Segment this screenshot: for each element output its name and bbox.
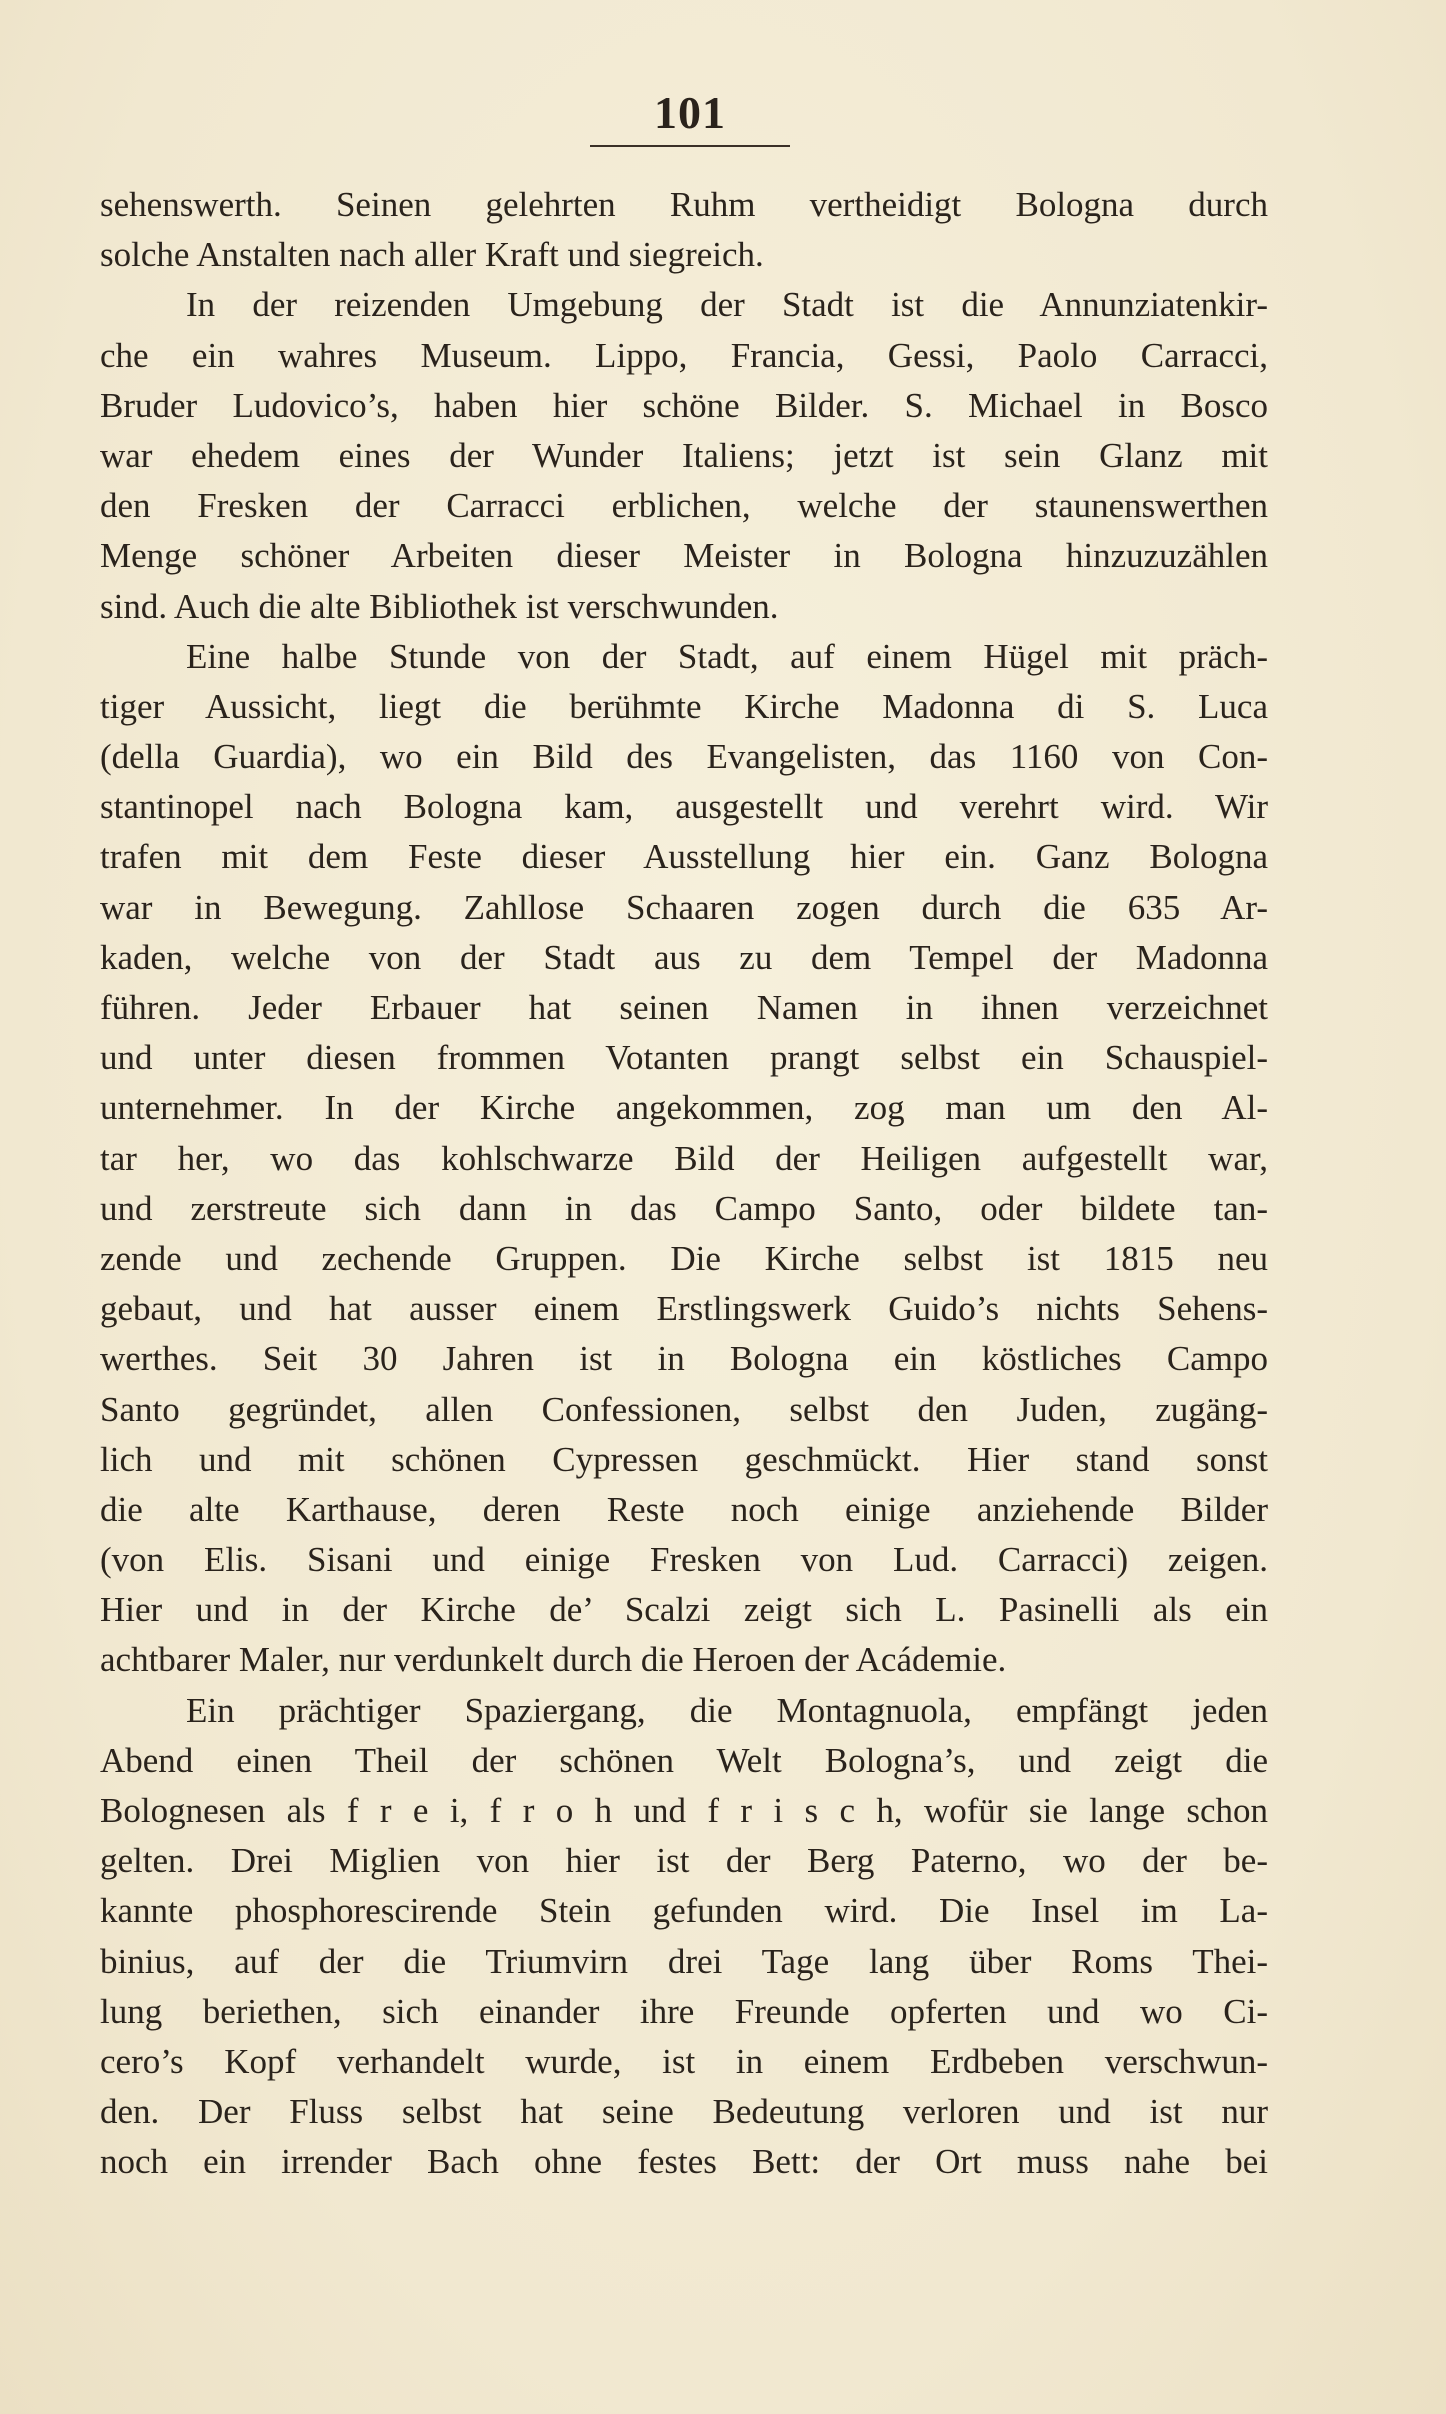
text-line: Menge schöner Arbeiten dieser Meister in Bologna hinzuzuzählen bbox=[100, 536, 1268, 576]
text-line: zende und zechende Gruppen. Die Kirche selbst ist 1815 neu bbox=[100, 1238, 1268, 1278]
text-line: noch ein irrender Bach ohne festes Bett: der Ort muss nahe bei bbox=[100, 2142, 1268, 2182]
text-line: gelten. Drei Miglien von hier ist der Berg Paterno, wo der be- bbox=[100, 1841, 1268, 1881]
text-line: Bruder Ludovico’s, haben hier schöne Bilder. S. Michael in Bosco bbox=[100, 385, 1268, 425]
text-line: den Fresken der Carracci erblichen, welche der staunenswerthen bbox=[100, 486, 1268, 526]
text-line: Eine halbe Stunde von der Stadt, auf einem Hügel mit präch- bbox=[186, 636, 1268, 676]
text-line: führen. Jeder Erbauer hat seinen Namen in ihnen verzeichnet bbox=[100, 988, 1268, 1027]
page-number: 101 bbox=[654, 87, 726, 138]
text-line: unternehmer. In der Kirche angekommen, zog man um den Al- bbox=[100, 1088, 1268, 1128]
text-line: binius, auf der die Triumvirn drei Tage lang über Roms Thei- bbox=[100, 1941, 1268, 1981]
text-line: den. Der Fluss selbst hat seine Bedeutung verloren und ist nur bbox=[100, 2092, 1268, 2132]
text-line: Abend einen Theil der schönen Welt Bologna’s, und zeigt die bbox=[100, 1740, 1268, 1780]
text-line: war in Bewegung. Zahllose Schaaren zogen durch die 635 Ar- bbox=[100, 887, 1268, 927]
text-line: war ehedem eines der Wunder Italiens; jetzt ist sein Glanz mit bbox=[100, 435, 1268, 475]
text-line: Santo gegründet, allen Confessionen, selbst den Juden, zugäng- bbox=[100, 1389, 1268, 1429]
body-text bbox=[100, 180, 1268, 2188]
text-line: trafen mit dem Feste dieser Ausstellung hier ein. Ganz Bologna bbox=[100, 837, 1268, 877]
text-line: (von Elis. Sisani und einige Fresken von Lud. Carracci) zeigen. bbox=[100, 1540, 1268, 1580]
text-line: lung beriethen, sich einander ihre Freunde opferten und wo Ci- bbox=[100, 1991, 1268, 2031]
text-line: kaden, welche von der Stadt aus zu dem Tempel der Madonna bbox=[100, 937, 1268, 977]
text-line: lich und mit schönen Cypressen geschmückt. Hier stand sonst bbox=[100, 1439, 1268, 1479]
text-line: tar her, wo das kohlschwarze Bild der Heiligen aufgestellt war, bbox=[100, 1138, 1268, 1178]
text-line: (della Guardia), wo ein Bild des Evangelisten, das 1160 von Con- bbox=[100, 737, 1268, 777]
text-line: solche Anstalten nach aller Kraft und siegreich. bbox=[100, 235, 764, 275]
text-line: cero’s Kopf verhandelt wurde, ist in einem Erdbeben verschwun- bbox=[100, 2041, 1268, 2081]
text-line: In der reizenden Umgebung der Stadt ist die Annunziatenkir- bbox=[186, 285, 1268, 325]
text-line: und zerstreute sich dann in das Campo Santo, oder bildete tan- bbox=[100, 1188, 1268, 1228]
text-line: Ein prächtiger Spaziergang, die Montagnuola, empfängt jeden bbox=[186, 1690, 1268, 1730]
text-line: und unter diesen frommen Votanten prangt selbst ein Schauspiel- bbox=[100, 1038, 1268, 1078]
text-line: werthes. Seit 30 Jahren ist in Bologna ein köstliches Campo bbox=[100, 1339, 1268, 1379]
text-line: sehenswerth. Seinen gelehrten Ruhm vertheidigt Bologna durch bbox=[100, 185, 1268, 224]
text-line: gebaut, und hat ausser einem Erstlingswerk Guido’s nichts Sehens- bbox=[100, 1289, 1268, 1329]
text-line: stantinopel nach Bologna kam, ausgestellt und verehrt wird. Wir bbox=[100, 787, 1268, 827]
text-line: tiger Aussicht, liegt die berühmte Kirche Madonna di S. Luca bbox=[100, 686, 1268, 726]
text-line: die alte Karthause, deren Reste noch einige anziehende Bilder bbox=[100, 1489, 1268, 1529]
text-line: Bolognesen als f r e i, f r o h und f r i s c h, wofür sie lange schon bbox=[100, 1791, 1268, 1830]
text-line: achtbarer Maler, nur verdunkelt durch die Heroen der Acádemie. bbox=[100, 1640, 1007, 1680]
text-line: sind. Auch die alte Bibliothek ist verschwunden. bbox=[100, 586, 779, 626]
page-number-rule bbox=[590, 145, 790, 147]
text-line: che ein wahres Museum. Lippo, Francia, Gessi, Paolo Carracci, bbox=[100, 335, 1268, 375]
text-line: kannte phosphorescirende Stein gefunden wird. Die Insel im La- bbox=[100, 1891, 1268, 1931]
text-line: Hier und in der Kirche de’ Scalzi zeigt sich L. Pasinelli als ein bbox=[100, 1590, 1268, 1630]
